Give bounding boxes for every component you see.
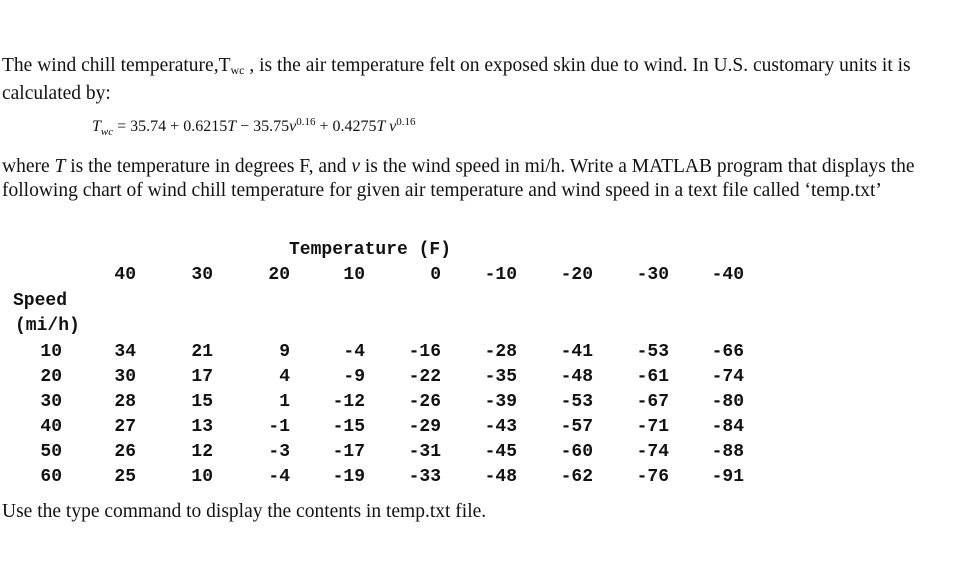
wind-chill-value: -15	[332, 417, 365, 437]
wind-chill-value: -26	[408, 392, 441, 412]
wind-chill-value: -71	[636, 417, 669, 437]
wind-chill-value: 25	[114, 467, 136, 487]
wind-chill-value: -33	[408, 467, 441, 487]
wind-chill-value: -16	[408, 342, 441, 362]
wind-chill-value: -66	[711, 342, 744, 362]
wind-chill-value: -43	[484, 417, 517, 437]
wind-chill-value: 26	[114, 442, 136, 462]
intro-paragraph	[2, 54, 967, 106]
wind-chill-value: -62	[560, 467, 593, 487]
wind-chill-value: 4	[279, 367, 290, 387]
wind-chill-value: -45	[484, 442, 517, 462]
temperature-header: 30	[191, 265, 213, 285]
intro-text: The wind chill temperature,T	[2, 55, 231, 76]
instructions-paragraph	[2, 155, 967, 203]
wind-chill-value: -9	[343, 367, 365, 387]
wind-chill-value: -31	[408, 442, 441, 462]
intro-subscript: wc	[230, 63, 245, 77]
instr-part3: is the wind speed in mi/h. Write a MATLAB program that displays the following chart of wind chill temperature for given air temperature and wind speed in a text file called ‘temp.txt’	[2, 156, 915, 201]
temperature-header: 40	[114, 265, 136, 285]
wind-chill-value: -22	[408, 367, 441, 387]
eq-lhs: T	[92, 118, 101, 135]
wind-chill-value: -48	[484, 467, 517, 487]
wind-chill-value: -57	[560, 417, 593, 437]
wind-chill-value: -1	[268, 417, 290, 437]
wind-chill-value: -76	[636, 467, 669, 487]
instr-T: T	[54, 156, 66, 177]
speed-value: 60	[40, 467, 62, 487]
wind-chill-value: -4	[268, 467, 290, 487]
eq-term-b: − 35.75	[236, 118, 290, 135]
wind-chill-value: -80	[711, 392, 744, 412]
eq-exp2: 0.16	[396, 116, 416, 128]
wind-chill-value: -53	[636, 342, 669, 362]
wind-chill-value: -35	[484, 367, 517, 387]
wind-chill-equation	[92, 111, 415, 143]
wind-chill-value: 34	[114, 342, 136, 362]
instr-part2: is the temperature in degrees F, and	[65, 156, 352, 177]
eq-T1: T	[227, 118, 237, 135]
wind-chill-value: -29	[408, 417, 441, 437]
speed-value: 30	[40, 392, 62, 412]
temperature-header: -40	[711, 265, 744, 285]
wind-chill-value: 13	[191, 417, 213, 437]
wind-chill-value: 28	[114, 392, 136, 412]
wind-chill-value: 1	[279, 392, 290, 412]
wind-chill-value: 10	[191, 467, 213, 487]
wind-chill-value: -74	[636, 442, 669, 462]
instr-v: v	[351, 156, 360, 177]
eq-term-a: = 35.74 + 0.6215	[113, 118, 228, 135]
wind-chill-value: -74	[711, 367, 744, 387]
wind-chill-value: -48	[560, 367, 593, 387]
wind-chill-value: -53	[560, 392, 593, 412]
wind-chill-value: -60	[560, 442, 593, 462]
wind-chill-value: -61	[636, 367, 669, 387]
temperature-header: -30	[636, 265, 669, 285]
temperature-header: 10	[343, 265, 365, 285]
speed-value: 40	[40, 417, 62, 437]
intro-text-rest: , is the air temperature felt on exposed skin due to wind. In U.S. customary units it is calculated by:	[2, 55, 911, 104]
eq-T2: T	[376, 118, 386, 135]
wind-chill-value: -17	[332, 442, 365, 462]
wind-chill-value: -28	[484, 342, 517, 362]
speed-value: 20	[40, 367, 62, 387]
temperature-header: -10	[484, 265, 517, 285]
wind-chill-value: -91	[711, 467, 744, 487]
temperature-header: 0	[430, 265, 441, 285]
wind-chill-value: -39	[484, 392, 517, 412]
wind-chill-value: -67	[636, 392, 669, 412]
temperature-header: 20	[268, 265, 290, 285]
wind-chill-value: 30	[114, 367, 136, 387]
wind-chill-value: -41	[560, 342, 593, 362]
wind-chill-value: -88	[711, 442, 744, 462]
eq-exp1: 0.16	[296, 116, 316, 128]
wind-chill-value: 17	[191, 367, 213, 387]
wind-chill-value: -3	[268, 442, 290, 462]
wind-chill-value: 12	[191, 442, 213, 462]
wind-chill-value: 27	[114, 417, 136, 437]
wind-chill-value: -19	[332, 467, 365, 487]
table-title: Temperature (F)	[289, 240, 452, 260]
eq-lhs-sub: wc	[100, 126, 114, 138]
speed-value: 10	[40, 342, 62, 362]
wind-chill-value: -12	[332, 392, 365, 412]
instr-part1: where	[2, 156, 55, 177]
wind-chill-value: -4	[343, 342, 365, 362]
wind-chill-value: 9	[279, 342, 290, 362]
wind-chill-value: -84	[711, 417, 744, 437]
speed-unit-label: (mi/h)	[15, 316, 80, 336]
speed-value: 50	[40, 442, 62, 462]
eq-v1: v	[289, 118, 297, 135]
wind-chill-value: 15	[191, 392, 213, 412]
wind-chill-value: 21	[191, 342, 213, 362]
speed-label: Speed	[13, 291, 68, 311]
temperature-header: -20	[560, 265, 593, 285]
footer-paragraph: Use the type command to display the contents in temp.txt file.	[2, 501, 487, 522]
eq-v2: v	[385, 118, 397, 135]
eq-term-c: + 0.4275	[315, 118, 377, 135]
